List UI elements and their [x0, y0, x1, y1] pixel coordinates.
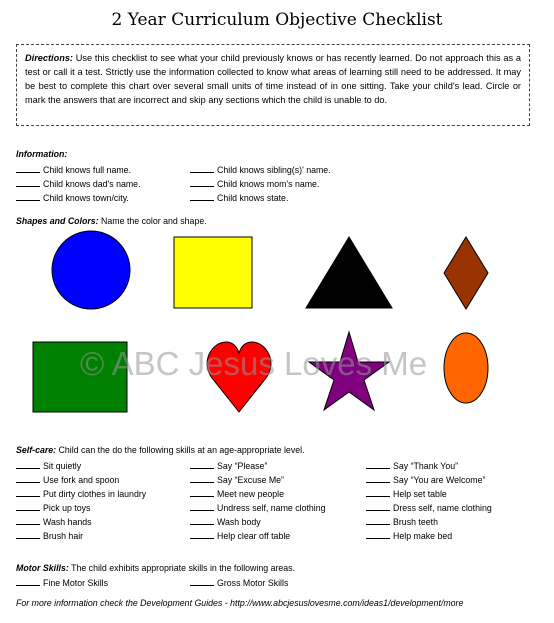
item-label: Brush teeth: [393, 517, 438, 527]
information-heading: [16, 149, 67, 159]
checklist-item: [16, 515, 92, 527]
checklist-item: [190, 473, 284, 485]
item-label: Dress self, name clothing: [393, 503, 492, 513]
answer-blank[interactable]: [16, 177, 40, 187]
item-label: Say “Please”: [217, 461, 268, 471]
checklist-item: [190, 487, 284, 499]
shapes-instruction: Name the color and shape.: [98, 216, 207, 226]
black-triangle-shape: [306, 237, 392, 308]
checklist-item: [16, 191, 129, 203]
item-label: Gross Motor Skills: [217, 578, 289, 588]
answer-blank[interactable]: [190, 163, 214, 173]
answer-blank[interactable]: [366, 487, 390, 497]
checklist-item: [16, 459, 81, 471]
checklist-item: [190, 163, 331, 175]
answer-blank[interactable]: [190, 515, 214, 525]
motor-instruction: The child exhibits appropriate skills in the following areas.: [68, 563, 296, 573]
shapes-heading: [16, 216, 207, 226]
checklist-item: [366, 459, 458, 471]
checklist-item: [366, 487, 447, 499]
item-label: Pick up toys: [43, 503, 91, 513]
checklist-item: [16, 501, 90, 513]
directions-box: [16, 44, 530, 126]
answer-blank[interactable]: [16, 191, 40, 201]
item-label: Child knows dad's name.: [43, 179, 141, 189]
shapes-area: [0, 228, 554, 418]
item-label: Undress self, name clothing: [217, 503, 326, 513]
item-label: Help set table: [393, 489, 447, 499]
item-label: Say “Thank You”: [393, 461, 459, 471]
item-label: Say “Excuse Me”: [217, 475, 284, 485]
answer-blank[interactable]: [190, 473, 214, 483]
checklist-item: [16, 576, 108, 588]
information-heading-label: Information:: [16, 149, 68, 159]
watermark: © ABC Jesus Loves Me: [80, 345, 428, 382]
answer-blank[interactable]: [366, 459, 390, 469]
checklist-item: [366, 473, 485, 485]
checklist-item: [16, 473, 119, 485]
answer-blank[interactable]: [16, 163, 40, 173]
blue-circle-shape: [52, 231, 130, 309]
item-label: Use fork and spoon: [43, 475, 120, 485]
checklist-item: [366, 501, 492, 513]
answer-blank[interactable]: [16, 515, 40, 525]
item-label: Child knows mom's name.: [217, 179, 320, 189]
answer-blank[interactable]: [366, 529, 390, 539]
checklist-item: [16, 529, 83, 541]
selfcare-heading-label: Self-care:: [16, 445, 57, 455]
answer-blank[interactable]: [16, 473, 40, 483]
directions-label: Directions:: [25, 53, 73, 63]
answer-blank[interactable]: [366, 501, 390, 511]
checklist-item: [190, 501, 326, 513]
item-label: Child knows full name.: [43, 165, 132, 175]
motor-heading-label: Motor Skills:: [16, 563, 69, 573]
answer-blank[interactable]: [190, 529, 214, 539]
answer-blank[interactable]: [190, 191, 214, 201]
checklist-item: [16, 163, 131, 175]
answer-blank[interactable]: [190, 501, 214, 511]
item-label: Child knows sibling(s)' name.: [217, 165, 331, 175]
item-label: Child knows state.: [217, 193, 289, 203]
checklist-item: [366, 515, 438, 527]
checklist-item: [190, 191, 288, 203]
brown-diamond-shape: [444, 237, 488, 309]
item-label: Put dirty clothes in laundry: [43, 489, 147, 499]
answer-blank[interactable]: [16, 487, 40, 497]
checklist-item: [190, 576, 288, 588]
orange-oval-shape: [444, 333, 488, 403]
answer-blank[interactable]: [366, 515, 390, 525]
answer-blank[interactable]: [190, 177, 214, 187]
checklist-item: [190, 515, 261, 527]
answer-blank[interactable]: [16, 576, 40, 586]
answer-blank[interactable]: [190, 576, 214, 586]
checklist-item: [190, 459, 267, 471]
checklist-item: [16, 487, 146, 499]
item-label: Help make bed: [393, 531, 453, 541]
footer-note: For more information check the Development Guides - http://www.abcjesuslovesme.com/ideas1/development/more: [16, 598, 464, 608]
answer-blank[interactable]: [16, 459, 40, 469]
item-label: Help clear off table: [217, 531, 291, 541]
directions-text: Use this checklist to see what your child previously knows or has recently learned. Do not approach this as a test or call it a test. Strictly use the information collected to know what areas of learning still need to be addressed. It may be best to complete this chart over several small units of time instead of in one sitting. Take your child's lead. Circle or mark the answers that are incorrect and skip any sections which the child is unable to do.: [25, 53, 521, 105]
answer-blank[interactable]: [190, 459, 214, 469]
item-label: Wash hands: [43, 517, 92, 527]
selfcare-heading: [16, 445, 305, 455]
answer-blank[interactable]: [190, 487, 214, 497]
page-title: 2 Year Curriculum Objective Checklist: [111, 10, 443, 30]
item-label: Say “You are Welcome”: [393, 475, 486, 485]
yellow-square-shape: [174, 237, 252, 308]
answer-blank[interactable]: [16, 501, 40, 511]
answer-blank[interactable]: [16, 529, 40, 539]
item-label: Fine Motor Skills: [43, 578, 109, 588]
item-label: Child knows town/city.: [43, 193, 129, 203]
checklist-item: [190, 177, 319, 189]
item-label: Meet new people: [217, 489, 284, 499]
answer-blank[interactable]: [366, 473, 390, 483]
motor-heading: [16, 563, 295, 573]
selfcare-instruction: Child can the do the following skills at an age-appropriate level.: [56, 445, 305, 455]
checklist-item: [366, 529, 452, 541]
checklist-item: [190, 529, 290, 541]
item-label: Wash body: [217, 517, 261, 527]
checklist-item: [16, 177, 141, 189]
item-label: Brush hair: [43, 531, 84, 541]
item-label: Sit quietly: [43, 461, 82, 471]
shapes-heading-label: Shapes and Colors:: [16, 216, 99, 226]
